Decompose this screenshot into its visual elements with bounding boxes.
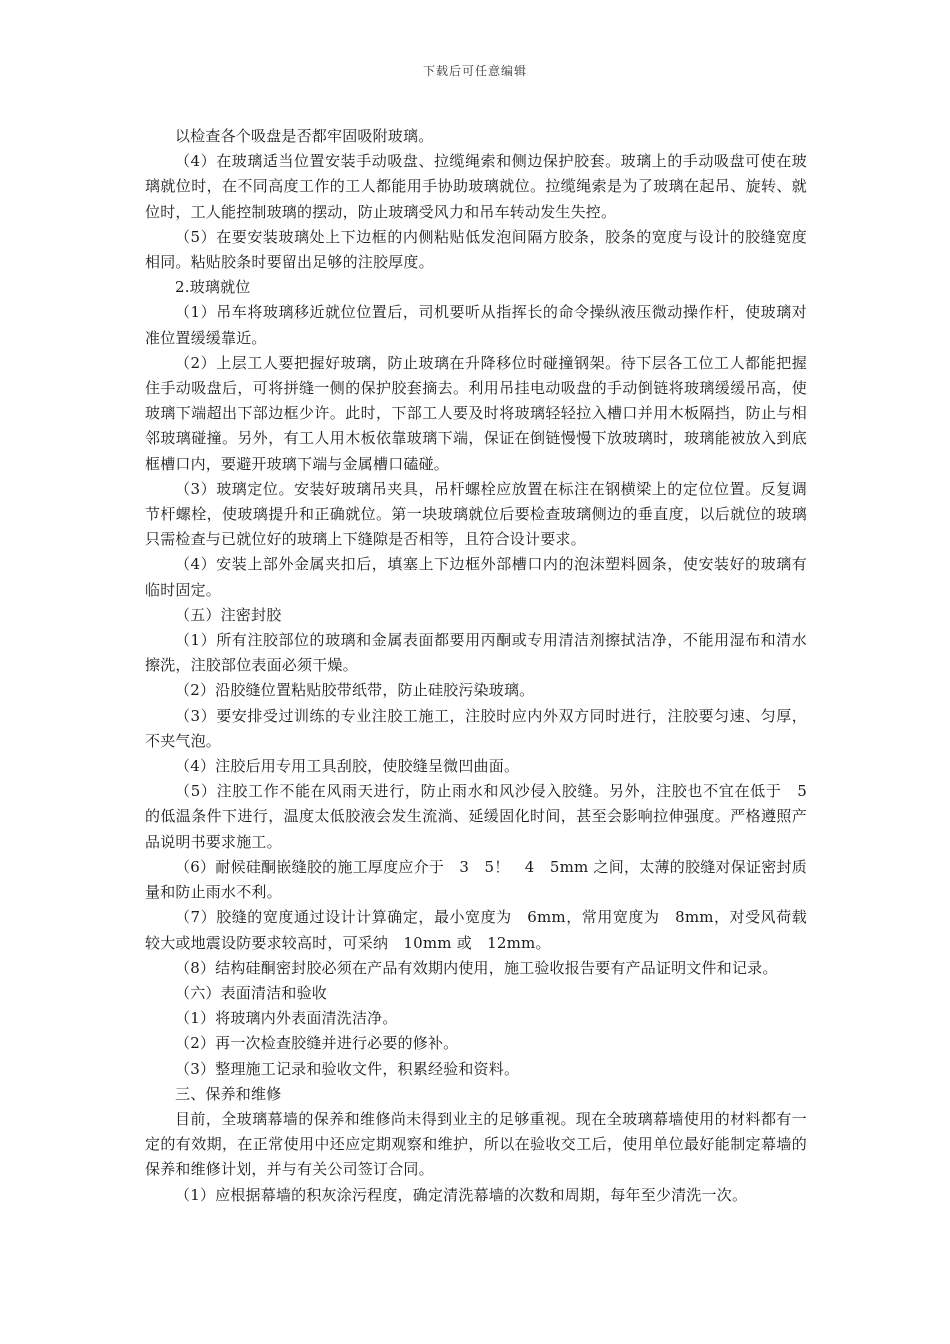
paragraph: （3）玻璃定位。安装好玻璃吊夹具，吊杆螺栓应放置在标注在钢横梁上的定位位置。反复调节杆螺栓，使玻璃提升和正确就位。第一块玻璃就位后要检查玻璃侧边的垂直度，以后就位的玻璃只需检查与已就位好的玻璃上下缝隙是否相等，且符合设计要求。	[145, 479, 807, 549]
section-heading: 2.玻璃就位	[175, 278, 251, 297]
paragraph: （1）将玻璃内外表面清洗洁净。	[175, 1009, 398, 1028]
paragraph: （1）所有注胶部位的玻璃和金属表面都要用丙酮或专用清洁剂擦拭洁净，不能用湿布和清水擦洗，注胶部位表面必须干燥。	[145, 631, 807, 675]
paragraph: （4）注胶后用专用工具刮胶，使胶缝呈微凹曲面。	[175, 757, 520, 776]
document-body	[145, 124, 823, 1208]
paragraph: （4）安装上部外金属夹扣后，填塞上下边框外部槽口内的泡沫塑料圆条，使安装好的玻璃有临时固定。	[145, 555, 807, 599]
paragraph: （1）吊车将玻璃移近就位位置后，司机要听从指挥长的命令操纵液压微动操作杆，使玻璃对准位置缓缓靠近。	[145, 303, 807, 347]
paragraph: 以检查各个吸盘是否都牢固吸附玻璃。	[175, 127, 434, 145]
paragraph: （3）要安排受过训练的专业注胶工施工，注胶时应内外双方同时进行，注胶要匀速、匀厚，不夹气泡。	[145, 706, 807, 750]
paragraph: （2）上层工人要把握好玻璃，防止玻璃在升降移位时碰撞钢架。待下层各工位工人都能把握住手动吸盘后，可将拼缝一侧的保护胶套摘去。利用吊挂电动吸盘的手动倒链将玻璃缓缓吊高，使玻璃下端超出下部边框少许。此时，下部工人要及时将玻璃轻轻拉入槽口并用木板隔挡，防止与相邻玻璃碰撞。另外，有工人用木板依靠玻璃下端，保证在倒链慢慢下放玻璃时，玻璃能被放入到底框槽口内，要避开玻璃下端与金属槽口磕碰。	[145, 353, 807, 473]
paragraph: （1）应根据幕墙的积灰涂污程度，确定清洗幕墙的次数和周期，每年至少清洗一次。	[175, 1185, 748, 1204]
section-heading: （六）表面清洁和验收	[175, 983, 328, 1002]
paragraph: （5）在要安装玻璃处上下边框的内侧粘贴低发泡间隔方胶条，胶条的宽度与设计的胶缝宽度相同。粘贴胶条时要留出足够的注胶厚度。	[145, 227, 807, 272]
page-header: 下载后可任意编辑	[422, 64, 527, 78]
paragraph: （2）再一次检查胶缝并进行必要的修补。	[175, 1034, 459, 1053]
paragraph: （6）耐候硅酮嵌缝胶的施工厚度应介于 3 5！ 4 5mm 之间，太薄的胶缝对保证密封质量和防止雨水不利。	[145, 857, 807, 902]
section-heading: （五）注密封胶	[175, 605, 282, 624]
paragraph: （8）结构硅酮密封胶必须在产品有效期内使用，施工验收报告要有产品证明文件和记录。	[175, 958, 778, 977]
paragraph: 目前，全玻璃幕墙的保养和维修尚未得到业主的足够重视。现在全玻璃幕墙使用的材料都有一定的有效期，在正常使用中还应定期观察和维护，所以在验收交工后，使用单位最好能制定幕墙的保养和维修计划，并与有关公司签订合同。	[145, 1109, 807, 1179]
paragraph: （5）注胶工作不能在风雨天进行，防止雨水和风沙侵入胶缝。另外，注胶也不宜在低于 5 的低温条件下进行，温度太低胶液会发生流淌、延缓固化时间，甚至会影响拉伸强度。严格遵照产品说明书要求施工。	[145, 782, 823, 851]
paragraph: （4）在玻璃适当位置安装手动吸盘、拉缆绳索和侧边保护胶套。玻璃上的手动吸盘可使在玻璃就位时，在不同高度工作的工人都能用手协助玻璃就位。拉缆绳索是为了玻璃在起吊、旋转、就位时，工人能控制玻璃的摆动，防止玻璃受风力和吊车转动发生失控。	[145, 152, 807, 221]
section-heading: 三、保养和维修	[175, 1084, 282, 1103]
paragraph: （3）整理施工记录和验收文件，积累经验和资料。	[175, 1059, 520, 1078]
paragraph: （7）胶缝的宽度通过设计计算确定，最小宽度为 6mm，常用宽度为 8mm，对受风荷载较大或地震设防要求较高时，可采纳 10mm 或 12mm。	[145, 908, 807, 952]
paragraph: （2）沿胶缝位置粘贴胶带纸带，防止硅胶污染玻璃。	[175, 681, 535, 700]
